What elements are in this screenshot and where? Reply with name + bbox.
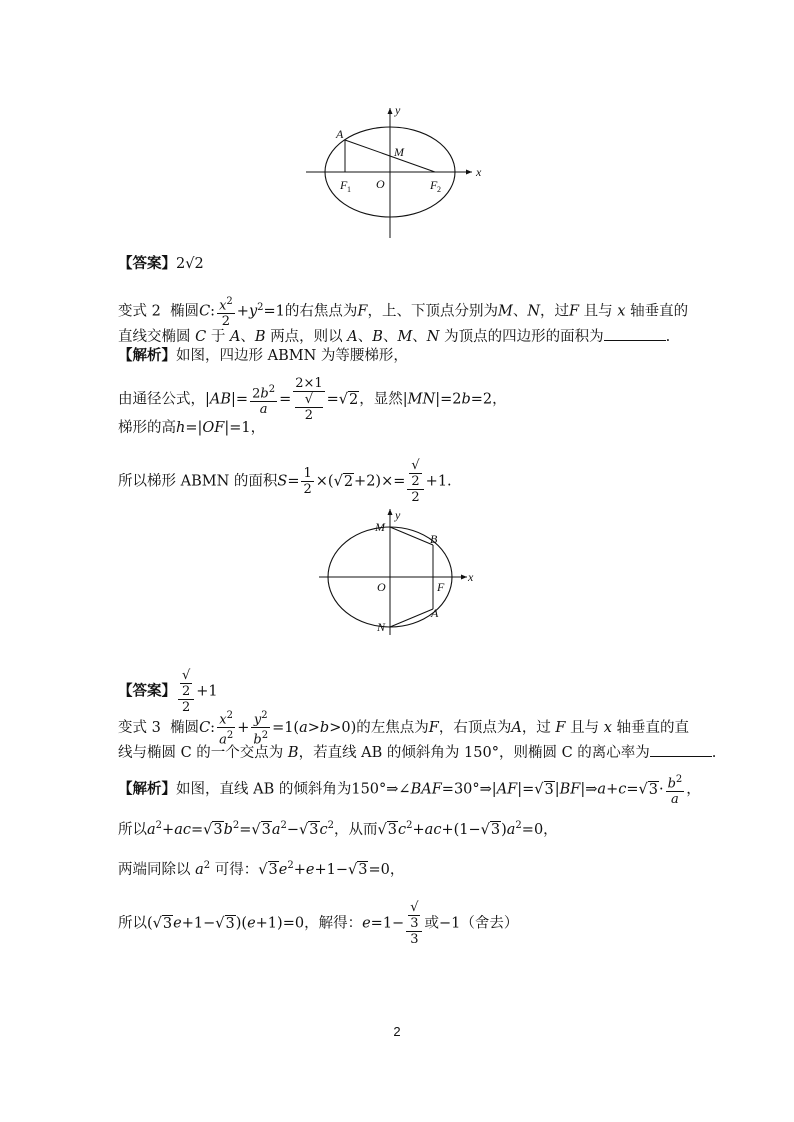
variant-3-eq1: 所以$a^2+ac=√3b^2=√3a^2-√3c^2$，从而$√3c^2+ac+(1-√3)a^2=0$， <box>118 820 558 838</box>
label-x: x <box>468 570 474 584</box>
label-f2-sub: 2 <box>437 185 441 194</box>
label-o: O <box>376 177 385 191</box>
variant-3-line-2: 线与椭圆 C 的一个交点为 B，若直线 AB 的倾斜角为 150°，则椭圆 C 的离心率为 . <box>118 742 716 763</box>
figure-ellipse-2 <box>315 505 480 640</box>
answer-1 <box>118 254 204 274</box>
answer-2: 【答案】 √ 2 2 +1 <box>118 668 218 715</box>
label-a: A <box>336 127 344 141</box>
answer-label: 【答案】 <box>118 255 176 272</box>
label-y: y <box>395 508 401 522</box>
label-f: F <box>437 580 445 594</box>
variant-2-line-1: 变式 2 椭圆C: $\frac{x^2}{2}$ $+y^2=1$的右焦点为F，上、下顶点分别为M、N，过F 且与 x 轴垂直的 <box>118 296 689 330</box>
answer-blank <box>650 742 712 757</box>
y-axis-arrow <box>388 509 393 515</box>
x-axis-arrow <box>466 170 472 175</box>
variant-3-eq3: 所以(√3e+1−√3)(e+1)=0，解得：e=1− √ 3 3 或−1（舍去） <box>118 900 519 947</box>
variant-3-line-1: 变式 3 椭圆C: $\frac{x^2}{a^2}$ + $\frac{y^2}{b^2}$ =1(a>b>0)的左焦点为F，右顶点为A，过 F 且与 x 轴垂直的直 <box>118 710 689 748</box>
label-m: M <box>375 520 385 534</box>
label-a: A <box>431 606 439 620</box>
label-b: B <box>430 532 438 546</box>
variant-3-eq2: 两端同除以 $a^2$ 可得：$√3e^2+e+1-√3=0$， <box>118 860 405 878</box>
label-x: x <box>476 165 482 179</box>
variant-3-analysis: 【解析】如图，直线 AB 的倾斜角为150°⇒∠BAF=30°⇒|AF|=√3|BF|⇒a+c=√3· $\frac{b^2}{a}$ ， <box>118 774 701 808</box>
y-axis-arrow <box>388 108 393 114</box>
answer-blank <box>604 326 666 341</box>
label-o: O <box>377 580 386 594</box>
label-y: y <box>395 103 401 117</box>
label-f1-sub: 1 <box>347 185 351 194</box>
variant-2-line-2: 直线交椭圆 C 于 A、B 两点，则以 A、B、M、N 为顶点的四边形的面积为 . <box>118 326 670 347</box>
figure-ellipse-1 <box>300 100 490 245</box>
x-axis-arrow <box>461 575 467 580</box>
answer-value: 2√2 <box>176 256 204 272</box>
variant-2-analysis: 【解析】如图，四边形 ABMN 为等腰梯形， <box>118 347 408 364</box>
label-f1: F <box>340 178 348 192</box>
variant-2-area: 所以梯形 ABMN 的面积S= $\frac{1}{2}$ ×(√2+2)×= √ 2 2 +1. <box>118 458 452 505</box>
variant-2-latus: 由通径公式，|AB|= $\frac{2b^2}{a}$ = 2×1 √ 2 =√2，显然|MN|=2b=2， <box>118 376 507 423</box>
label-f2: F <box>430 178 438 192</box>
page-number: 2 <box>393 1024 401 1039</box>
variant-2-height: 梯形的高h=|OF|=1， <box>118 420 266 436</box>
label-m: M <box>394 145 404 159</box>
label-n: N <box>377 620 386 634</box>
